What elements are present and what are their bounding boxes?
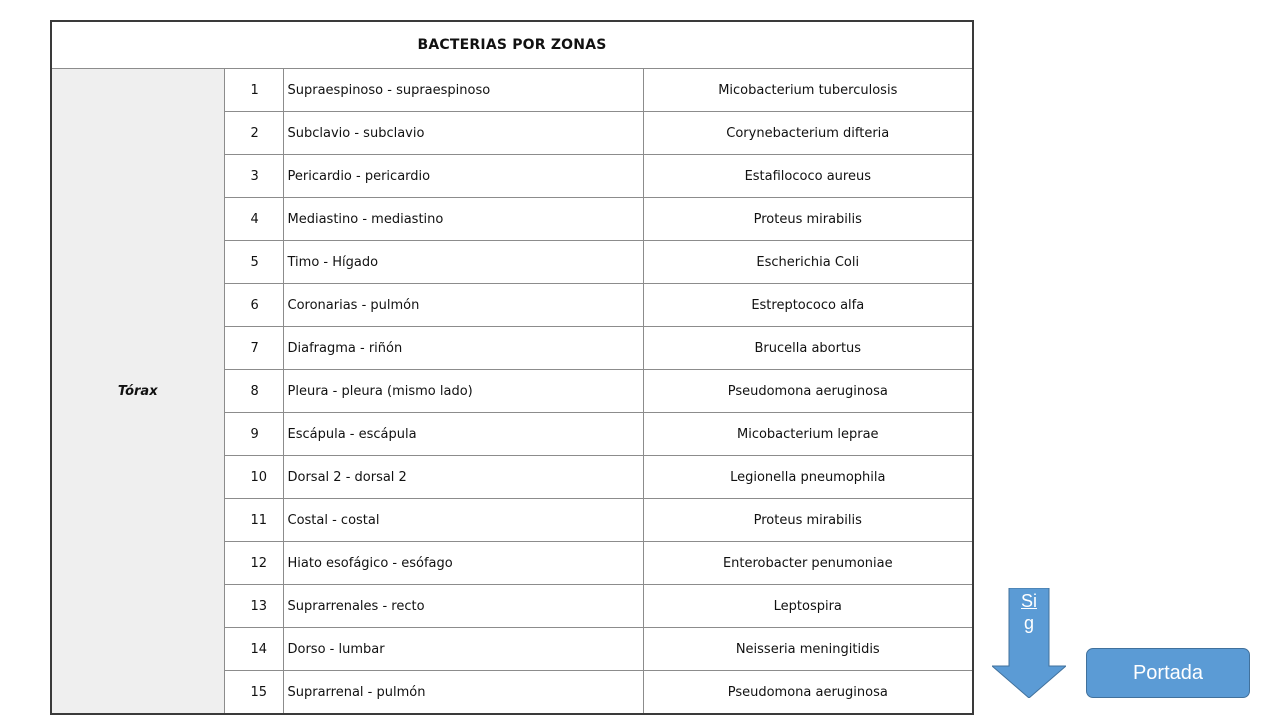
row-number: 3: [224, 155, 283, 198]
row-number: 1: [224, 69, 283, 112]
row-number: 11: [224, 499, 283, 542]
point-pair: Suprarrenal - pulmón: [283, 671, 643, 715]
bacteria-table: [50, 20, 974, 715]
row-number: 15: [224, 671, 283, 715]
point-pair: Dorso - lumbar: [283, 628, 643, 671]
bacteria-name: Estreptococo alfa: [643, 284, 973, 327]
bacteria-name: Escherichia Coli: [643, 241, 973, 284]
point-pair: Mediastino - mediastino: [283, 198, 643, 241]
point-pair: Timo - Hígado: [283, 241, 643, 284]
row-number: 14: [224, 628, 283, 671]
row-number: 7: [224, 327, 283, 370]
point-pair: Coronarias - pulmón: [283, 284, 643, 327]
bacteria-name: Proteus mirabilis: [643, 499, 973, 542]
point-pair: Hiato esofágico - esófago: [283, 542, 643, 585]
point-pair: Pleura - pleura (mismo lado): [283, 370, 643, 413]
point-pair: Pericardio - pericardio: [283, 155, 643, 198]
bacteria-name: Pseudomona aeruginosa: [643, 370, 973, 413]
point-pair: Supraespinoso - supraespinoso: [283, 69, 643, 112]
bacteria-name: Estafilococo aureus: [643, 155, 973, 198]
point-pair: Subclavio - subclavio: [283, 112, 643, 155]
bacteria-name: Neisseria meningitidis: [643, 628, 973, 671]
point-pair: Escápula - escápula: [283, 413, 643, 456]
bacteria-name: Proteus mirabilis: [643, 198, 973, 241]
bacteria-name: Enterobacter penumoniae: [643, 542, 973, 585]
row-number: 8: [224, 370, 283, 413]
row-number: 10: [224, 456, 283, 499]
zone-cell: Tórax: [51, 69, 224, 715]
table-title: BACTERIAS POR ZONAS: [51, 21, 973, 69]
bacteria-name: Corynebacterium difteria: [643, 112, 973, 155]
bacteria-name: Brucella abortus: [643, 327, 973, 370]
point-pair: Suprarrenales - recto: [283, 585, 643, 628]
row-number: 5: [224, 241, 283, 284]
bacteria-name: Pseudomona aeruginosa: [643, 671, 973, 715]
bacteria-name: Micobacterium tuberculosis: [643, 69, 973, 112]
row-number: 13: [224, 585, 283, 628]
next-slide-label[interactable]: Sig: [1021, 591, 1038, 633]
point-pair: Costal - costal: [283, 499, 643, 542]
table-row: [51, 69, 973, 112]
portada-button[interactable]: Portada: [1086, 648, 1250, 698]
row-number: 4: [224, 198, 283, 241]
row-number: 12: [224, 542, 283, 585]
row-number: 9: [224, 413, 283, 456]
bacteria-name: Legionella pneumophila: [643, 456, 973, 499]
bacteria-name: Leptospira: [643, 585, 973, 628]
next-slide-arrow[interactable]: [992, 588, 1066, 698]
table-body: [51, 69, 973, 715]
bacteria-name: Micobacterium leprae: [643, 413, 973, 456]
row-number: 2: [224, 112, 283, 155]
point-pair: Dorsal 2 - dorsal 2: [283, 456, 643, 499]
point-pair: Diafragma - riñón: [283, 327, 643, 370]
row-number: 6: [224, 284, 283, 327]
